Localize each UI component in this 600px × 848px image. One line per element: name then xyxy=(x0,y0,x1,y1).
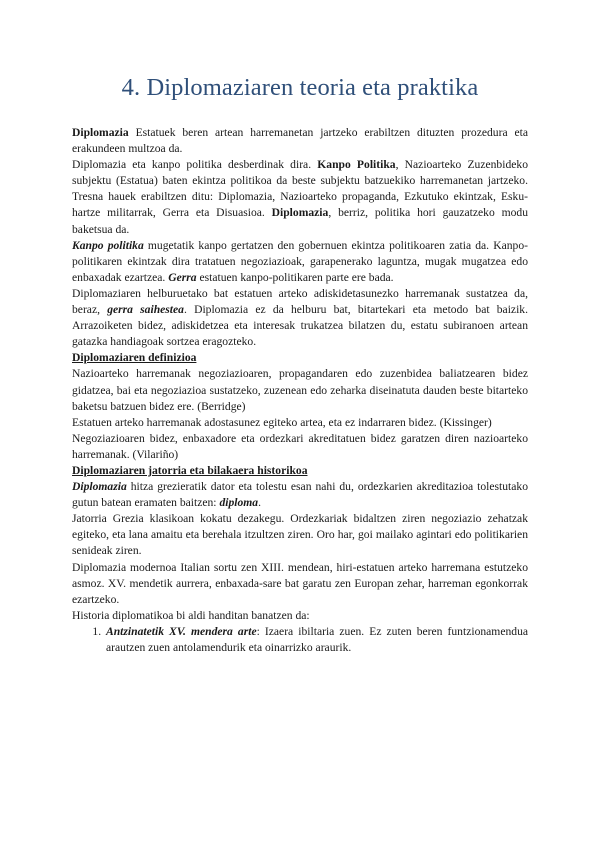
intro-paragraph-1 xyxy=(72,125,528,157)
document-body xyxy=(72,125,528,656)
list-item xyxy=(104,624,528,656)
intro-paragraph-3 xyxy=(72,238,528,286)
term-diplomazia-origin: Diplomazia xyxy=(72,480,127,494)
origin-paragraph-4: Historia diplomatikoa bi aldi handitan banatzen da: xyxy=(72,608,310,622)
term-kanpo-politika-italic: Kanpo politika xyxy=(72,238,144,252)
history-period-list xyxy=(72,624,528,656)
definition-berridge: Nazioarteko harremanak negoziazioaren, propagandaren edo zuzenbidea baliatzearen bidez gidatzea, bai eta negoziazioa sustatzeko, zuzenean edo zeharka diseinatuta dauden beste bitarteko baketsu batzuen bidez ere. (Berridge) xyxy=(72,367,528,413)
text-span: . Diplomazia ez da helburu bat, bitartekari eta metodo bat baizik. Arrazoiketen bidez, adiskidetzea eta interesak trukatzea bilatzen du, estatu subiranoen artean gatazka handiagoak sortzea eragozteko. xyxy=(72,303,528,349)
text-span: estatuen kanpo-politikaren parte ere bada. xyxy=(196,270,394,284)
period-term: Antzinatetik XV. mendera arte xyxy=(106,624,257,638)
intro-paragraph-2 xyxy=(72,157,528,237)
page-title: 4. Diplomaziaren teoria eta praktika xyxy=(121,74,479,101)
text-span: , Nazioarteko Zuzenbideko subjektu (Estatua) baten ekintza politikoa da beste subjektu batzuekiko harremanetan jartzeko. Tresna hauek erabiltzen ditu: Diplomazia, Nazioarteko propaganda, Ezkutuko ekintzak, Esku-hartze militarrak, Gerra eta Disuasioa. xyxy=(72,158,528,220)
term-gerra: Gerra xyxy=(168,270,197,284)
definition-vilarino: Negoziazioaren bidez, enbaxadore eta ordezkari akreditatuen bidez garatzen diren nazioarteko harremanak. (Vilariño) xyxy=(72,431,528,461)
intro-paragraph-4 xyxy=(72,286,528,350)
term-kanpo-politika: Kanpo Politika xyxy=(317,158,396,172)
text-span: : Izaera ibiltaria zuen. Ez zuten beren funtzionamendua arautzen zuen antolamendurik eta oinarrizko araurik. xyxy=(106,624,529,654)
origin-paragraph-3: Diplomazia modernoa Italian sortu zen XIII. mendean, hiri-estatuen arteko harremana estutzeko asmoz. XV. mendetik aurrera, enbaxada-sare bat garatu zen Europan zehar, harreman egonkorrak ezartzeko. xyxy=(72,560,528,606)
text-span: , berriz, politika hori gauzatzeko modu baketsua da. xyxy=(72,206,528,236)
text-span: mugetatik kanpo gertatzen den gobernuen ekintza politikoaren zatia da. Kanpo-politikaren ekintzak dira tratatuen negoziazioak, garapenerako laguntza, mugak mugatzea edo enbaxadak ezartzea. xyxy=(72,238,528,284)
text-span: Estatuek beren artean harremanetan jartzeko erabiltzen dituzten prozedura eta erakundeen multzoa da. xyxy=(72,126,528,156)
text-span: hitza grezieratik dator eta tolestu esan nahi du, ordezkarien akreditazioa tolestutako gutun batean eramaten baitzen: xyxy=(72,480,528,510)
term-diplomazia-2: Diplomazia xyxy=(271,206,329,220)
origin-paragraph-1 xyxy=(72,479,528,511)
text-span: Diplomazia eta kanpo politika desberdinak dira. xyxy=(72,158,318,172)
term-diplomazia: Diplomazia xyxy=(72,126,129,139)
text-span: . xyxy=(258,496,261,510)
origin-paragraph-2: Jatorria Grezia klasikoan kokatu dezakegu. Ordezkariak bidaltzen ziren negoziazio zehatzak egiteko, eta lana amaitu eta berehala itzultzen ziren. Oro har, goi mailako agintari edo politikarien senideak ziren. xyxy=(72,512,528,558)
term-diploma: diploma xyxy=(219,496,259,510)
term-gerra-saihestea: gerra saihestea xyxy=(107,303,184,317)
section-heading-definition: Diplomaziaren definizioa xyxy=(72,351,197,365)
definition-kissinger: Estatuen arteko harremanak adostasunez egiteko artea, eta ez indarraren bidez. (Kissinger) xyxy=(72,415,492,429)
text-span: Diplomaziaren helburuetako bat estatuen arteko adiskidetasunezko harremanak sustatzea da, beraz, xyxy=(72,286,528,317)
section-heading-origin: Diplomaziaren jatorria eta bilakaera historikoa xyxy=(72,463,308,477)
